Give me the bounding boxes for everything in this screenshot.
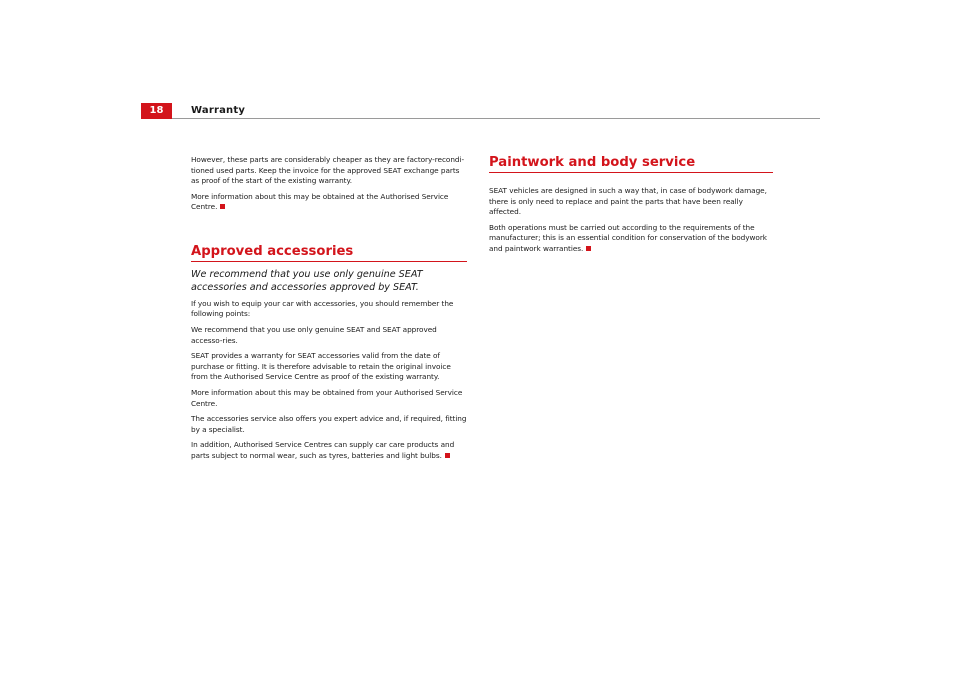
body-paragraph: The accessories service also offers you expert advice and, if required, fitting by a specialist.: [191, 414, 467, 434]
end-of-section-icon: [445, 453, 450, 458]
end-of-section-icon: [586, 246, 591, 251]
body-paragraph: However, these parts are considerably cheaper as they are factory-recondi-tioned used parts. Keep the invoice for the approved SEAT exchange parts as proof of the start of the existing warranty.: [191, 155, 465, 186]
header-rule: [172, 118, 820, 119]
body-paragraph: SEAT vehicles are designed in such a way that, in case of bodywork damage, there is only need to replace and paint the parts that have been really affected.: [489, 186, 767, 217]
body-paragraph: Both operations must be carried out according to the requirements of the manufacturer; this is an essential condition for conservation of the bodywork and paintwork warranties.: [489, 222, 767, 253]
body-paragraph: In addition, Authorised Service Centres can supply car care products and parts subject to normal wear, such as tyres, batteries and light bulbs.: [191, 440, 455, 460]
body-paragraph: More information about this may be obtained from your Authorised Service Centre.: [191, 387, 463, 408]
left-column: [191, 155, 467, 467]
body-paragraph: More information about this may be obtained at the Authorised Service Centre.: [191, 191, 449, 212]
body-paragraph: SEAT provides a warranty for SEAT accessories valid from the date of purchase or fitting. It is therefore advisable to retain the original invoice from the Authorised Service Centre as proof of the existing warranty.: [191, 351, 451, 382]
section-title-approved-accessories: Approved accessories: [191, 244, 467, 262]
end-of-section-icon: [220, 204, 225, 209]
right-column: [489, 155, 773, 260]
body-paragraph: If you wish to equip your car with accessories, you should remember the following points:: [191, 298, 454, 319]
section-title-paintwork-body-service: Paintwork and body service: [489, 155, 773, 173]
body-paragraph: We recommend that you use only genuine SEAT and SEAT approved accesso-ries.: [191, 324, 437, 345]
running-head: Warranty: [191, 105, 246, 116]
section-intro: We recommend that you use only genuine SEAT accessories and accessories approved by SEAT.: [191, 268, 423, 294]
page-number: 18: [141, 103, 172, 119]
